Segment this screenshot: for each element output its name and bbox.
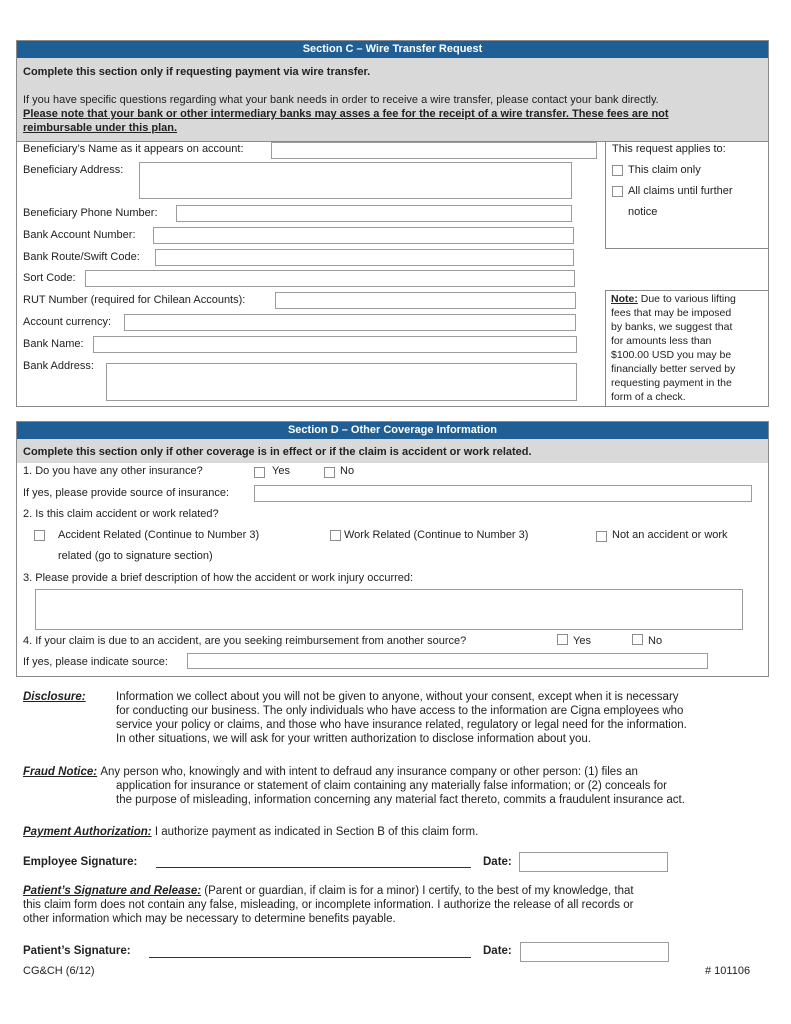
q4-yes-checkbox[interactable] bbox=[557, 634, 568, 645]
q3-label: 3. Please provide a brief description of how the accident or work injury occurred: bbox=[23, 572, 414, 584]
employee-date-label: Date: bbox=[483, 856, 512, 868]
disclosure-line-4: In other situations, we will ask for your written authorization to disclose information about you. bbox=[116, 733, 591, 745]
section-d-instruction: Complete this section only if other coverage is in effect or if the claim is accident or work related. bbox=[23, 446, 532, 458]
section-c-warning: Please note that your bank or other intermediary banks may asses a fee for the receipt of a wire transfer. These fees are not bbox=[23, 108, 669, 120]
disclosure-line-1: Information we collect about you will not be given to anyone, without your consent, except when it is necessary bbox=[116, 691, 679, 703]
bank-account-label: Bank Account Number: bbox=[23, 229, 136, 241]
not-accident-checkbox[interactable] bbox=[596, 531, 607, 542]
q1-label: 1. Do you have any other insurance? bbox=[23, 465, 203, 477]
work-related-label: Work Related (Continue to Number 3) bbox=[344, 529, 529, 541]
note-line-2: fees that may be imposed bbox=[611, 307, 732, 319]
patient-signature-line[interactable] bbox=[149, 957, 471, 958]
q1-no-checkbox[interactable] bbox=[324, 467, 335, 478]
bank-route-field[interactable] bbox=[155, 249, 574, 266]
rut-number-field[interactable] bbox=[275, 292, 576, 309]
patient-release-term: Patient’s Signature and Release: bbox=[23, 885, 202, 897]
disclosure-line-2: for conducting our business. The only individuals who have access to the information are Cigna employees who bbox=[116, 705, 684, 717]
section-c-warning-cont: reimbursable under this plan. bbox=[23, 122, 178, 134]
not-accident-label-cont: related (go to signature section) bbox=[58, 550, 213, 562]
q4-source-field[interactable] bbox=[187, 653, 708, 669]
q1-yes-label: Yes bbox=[272, 465, 290, 477]
note-line-7: requesting payment in the bbox=[611, 377, 732, 389]
this-claim-only-label: This claim only bbox=[628, 164, 701, 176]
disclosure-term: Disclosure: bbox=[23, 691, 86, 703]
fraud-line-1 bbox=[23, 765, 638, 779]
note-line-3: by banks, we suggest that bbox=[611, 321, 733, 333]
bank-address-field[interactable] bbox=[106, 363, 577, 401]
patient-release-line-2: this claim form does not contain any false, misleading, or incomplete information. I authorize the release of all records or bbox=[23, 899, 634, 911]
payment-text: I authorize payment as indicated in Section B of this claim form. bbox=[151, 826, 479, 838]
patient-release-line-1 bbox=[23, 884, 634, 898]
q4-no-label: No bbox=[648, 635, 663, 647]
payment-authorization bbox=[23, 825, 478, 839]
q3-description-field[interactable] bbox=[35, 589, 743, 630]
all-claims-label: All claims until further bbox=[628, 185, 733, 197]
q4-source-label: If yes, please indicate source: bbox=[23, 656, 168, 668]
note-text-1: Due to various lifting bbox=[637, 293, 736, 305]
sort-code-label: Sort Code: bbox=[23, 272, 76, 284]
patient-release-text-1: (Parent or guardian, if claim is for a minor) I certify, to the best of my knowledge, that bbox=[201, 885, 634, 897]
patient-signature-label: Patient’s Signature: bbox=[23, 945, 131, 957]
this-claim-only-checkbox[interactable] bbox=[612, 165, 623, 176]
rut-number-label: RUT Number (required for Chilean Accounts): bbox=[23, 294, 246, 306]
q1-source-field[interactable] bbox=[254, 485, 752, 502]
note-line-4: for amounts less than bbox=[611, 335, 712, 347]
sort-code-field[interactable] bbox=[85, 270, 575, 287]
not-accident-label: Not an accident or work bbox=[612, 529, 728, 541]
section-c-instruction: Complete this section only if requesting payment via wire transfer. bbox=[23, 66, 371, 78]
bank-route-label: Bank Route/Swift Code: bbox=[23, 251, 140, 263]
note-heading: Note: bbox=[611, 293, 638, 305]
accident-related-label: Accident Related (Continue to Number 3) bbox=[58, 529, 260, 541]
bank-account-field[interactable] bbox=[153, 227, 574, 244]
fraud-line-3: the purpose of misleading, information concerning any material fact thereto, commits a fraudulent insurance act. bbox=[116, 794, 685, 806]
applies-to-title: This request applies to: bbox=[612, 143, 726, 155]
q2-label: 2. Is this claim accident or work related? bbox=[23, 508, 219, 520]
beneficiary-address-field[interactable] bbox=[139, 162, 572, 199]
bank-address-label: Bank Address: bbox=[23, 360, 94, 372]
section-d-title: Section D – Other Coverage Information bbox=[17, 422, 768, 439]
bank-name-field[interactable] bbox=[93, 336, 577, 353]
account-currency-label: Account currency: bbox=[23, 316, 112, 328]
section-c-title: Section C – Wire Transfer Request bbox=[17, 41, 768, 58]
work-related-checkbox[interactable] bbox=[330, 530, 341, 541]
patient-date-label: Date: bbox=[483, 945, 512, 957]
q1-source-label: If yes, please provide source of insurance: bbox=[23, 487, 230, 499]
note-line-5: $100.00 USD you may be bbox=[611, 349, 732, 361]
employee-signature-label: Employee Signature: bbox=[23, 856, 138, 868]
all-claims-label-cont: notice bbox=[628, 206, 658, 218]
patient-release-line-3: other information which may be necessary to determine benefits payable. bbox=[23, 913, 396, 925]
q1-yes-checkbox[interactable] bbox=[254, 467, 265, 478]
bank-name-label: Bank Name: bbox=[23, 338, 84, 350]
beneficiary-name-field[interactable] bbox=[271, 142, 597, 159]
form-number: # 101106 bbox=[705, 965, 751, 977]
account-currency-field[interactable] bbox=[124, 314, 576, 331]
employee-date-field[interactable] bbox=[519, 852, 668, 872]
employee-signature-line[interactable] bbox=[156, 867, 471, 868]
fraud-text-1: Any person who, knowingly and with intent to defraud any insurance company or other person: (1) files an bbox=[100, 766, 638, 778]
note-line-6: financially better served by bbox=[611, 363, 736, 375]
patient-date-field[interactable] bbox=[520, 942, 669, 962]
q4-yes-label: Yes bbox=[573, 635, 591, 647]
q4-no-checkbox[interactable] bbox=[632, 634, 643, 645]
disclosure-line-3: service your policy or claims, and those who have insurance related, regulatory or legal need for the information. bbox=[116, 719, 687, 731]
note-line-8: form of a check. bbox=[611, 391, 686, 403]
beneficiary-name-label: Beneficiary’s Name as it appears on account: bbox=[23, 143, 244, 155]
form-code: CG&CH (6/12) bbox=[23, 965, 95, 977]
fraud-line-2: application for insurance or statement of claim containing any materially false information; or (2) conceals for bbox=[116, 780, 667, 792]
beneficiary-phone-label: Beneficiary Phone Number: bbox=[23, 207, 158, 219]
beneficiary-phone-field[interactable] bbox=[176, 205, 572, 222]
fraud-term: Fraud Notice: bbox=[23, 766, 98, 778]
accident-related-checkbox[interactable] bbox=[34, 530, 45, 541]
q1-no-label: No bbox=[340, 465, 355, 477]
note-line-1 bbox=[611, 293, 736, 306]
payment-term: Payment Authorization: bbox=[23, 826, 152, 838]
beneficiary-address-label: Beneficiary Address: bbox=[23, 164, 124, 176]
all-claims-checkbox[interactable] bbox=[612, 186, 623, 197]
section-c-info: If you have specific questions regarding what your bank needs in order to receive a wire transfer, please contact your bank directly. bbox=[23, 94, 659, 106]
q4-label: 4. If your claim is due to an accident, are you seeking reimbursement from another source? bbox=[23, 635, 467, 647]
